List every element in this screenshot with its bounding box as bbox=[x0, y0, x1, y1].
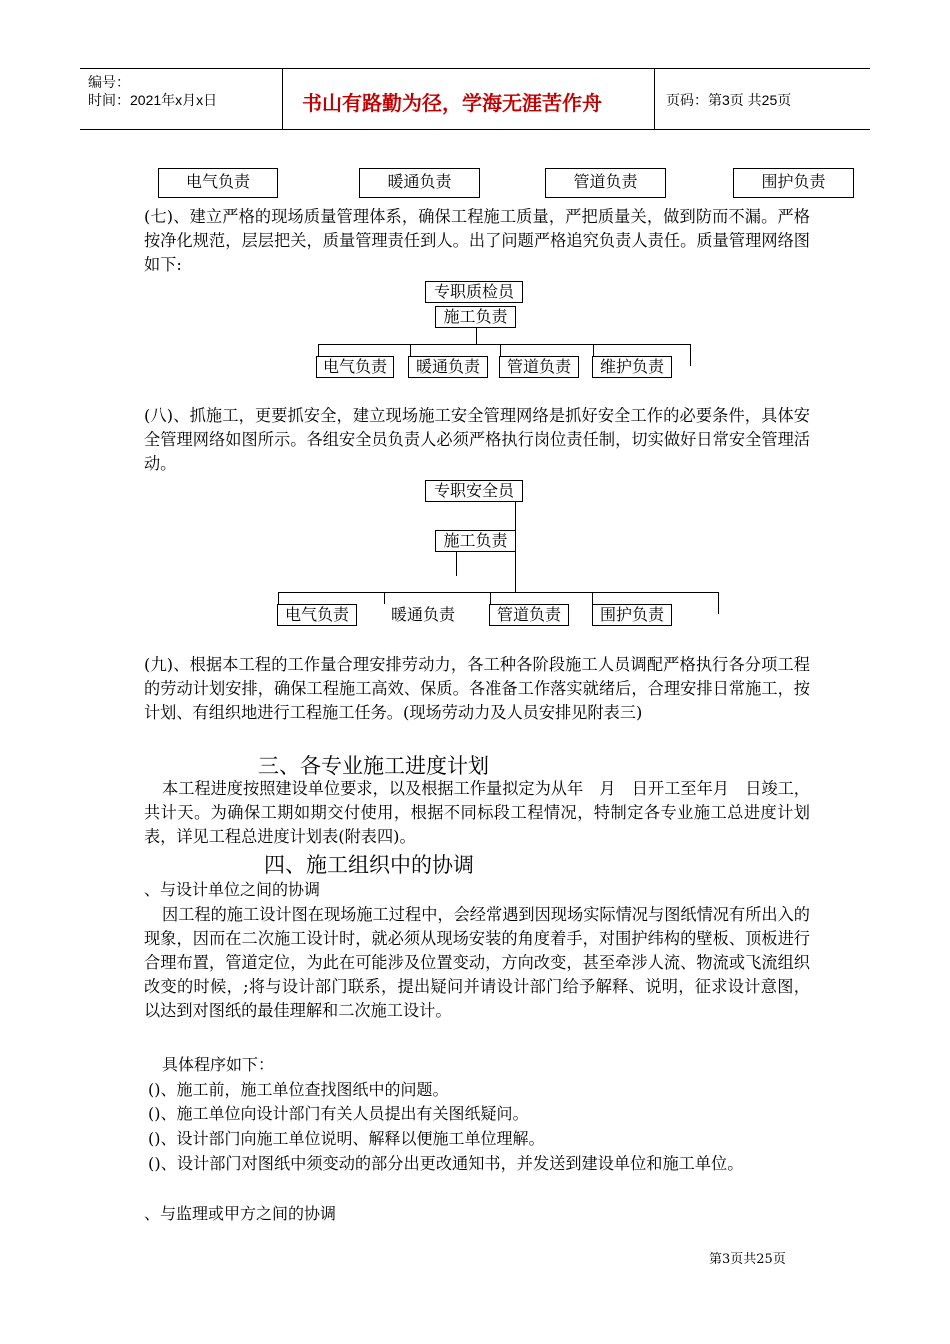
chart-connector bbox=[456, 552, 457, 576]
procedure-step: ()、施工前，施工单位查找图纸中的问题。 bbox=[148, 1080, 449, 1099]
procedure-step: ()、施工单位向设计部门有关人员提出有关图纸疑问。 bbox=[148, 1104, 529, 1123]
subheading-supervisor-coordination: 、与监理或甲方之间的协调 bbox=[144, 1204, 337, 1223]
chart-connector bbox=[690, 344, 691, 366]
header-divider bbox=[282, 69, 283, 129]
chart-node-leaf: 暖通负责 bbox=[408, 356, 488, 378]
chart-connector bbox=[718, 592, 719, 614]
section-heading-3: 三、各专业施工进度计划 bbox=[258, 754, 489, 778]
chart-node-leaf: 管道负责 bbox=[499, 356, 579, 378]
chart-node-leaf: 围护负责 bbox=[592, 604, 672, 626]
doc-number-label: 编号： bbox=[88, 74, 130, 90]
section-heading-4: 四、施工组织中的协调 bbox=[264, 853, 474, 877]
header-motto: 书山有路勤为径，学海无涯苦作舟 bbox=[302, 91, 602, 115]
chart-connector bbox=[490, 592, 491, 604]
chart-node-leaf: 电气负责 bbox=[316, 356, 394, 378]
chart-connector bbox=[500, 344, 501, 356]
chart-node-leaf: 管道负责 bbox=[489, 604, 569, 626]
chart-node-leaf: 电气负责 bbox=[277, 604, 357, 626]
chart-bus-line bbox=[318, 344, 690, 345]
header-divider bbox=[654, 69, 655, 129]
section-9-paragraph: (九)、根据本工程的工作量合理安排劳动力，各工种各阶段施工人员调配严格执行各分项工程的劳动计划安排，确保工程施工高效、保质。各准备工作落实就绪后，合理安排日常施工，按计划、有组织地进行工程施工任务。(现场劳动力及人员安排见附表三) bbox=[144, 655, 810, 722]
chart-node-leaf: 暖通负责 bbox=[383, 604, 463, 626]
page-footer: 第3页共25页 bbox=[709, 1252, 786, 1267]
section-7-paragraph: (七)、建立严格的现场质量管理体系，确保工程施工质量，严把质量关，做到防而不漏。严格按净化规范，层层把关，质量管理责任到人。出了问题严格追究负责人责任。质量管理网络图如下: bbox=[144, 207, 810, 274]
org-box: 管道负责 bbox=[545, 168, 666, 198]
chart-node-middle: 施工负责 bbox=[435, 306, 516, 328]
chart-connector bbox=[278, 592, 279, 604]
procedure-label: 具体程序如下： bbox=[162, 1055, 275, 1074]
procedure-step: ()、设计部门向施工单位说明、解释以便施工单位理解。 bbox=[148, 1129, 545, 1148]
chart-connector bbox=[592, 592, 593, 604]
section-8-paragraph: (八)、抓施工，更要抓安全，建立现场施工安全管理网络是抓好安全工作的必要条件，具体安全管理网络如图所示。各组安全员负责人必须严格执行岗位责任制，切实做好日常安全管理活动。 bbox=[144, 406, 810, 473]
time-label: 时间：2021年x月x日 bbox=[88, 92, 218, 108]
chart-node-top: 专职安全员 bbox=[425, 480, 523, 502]
chart-connector bbox=[384, 592, 385, 604]
design-coordination-paragraph: 因工程的施工设计图在现场施工过程中，会经常遇到因现场实际情况与图纸情况有所出入的现象，因而在二次施工设计时，就必须从现场安装的角度着手，对围护纬构的壁板、顶板进行合理布置，管道定位，为此在可能涉及位置变动，方向改变，甚至牵涉人流、物流或飞流组织改变的时候，;将与设计部门联系，提出疑问并请设计部门给予解释、说明，征求设计意图，以达到对图纸的最佳理解和二次施工设计。 bbox=[144, 905, 810, 1020]
org-box: 暖通负责 bbox=[359, 168, 480, 198]
subheading-design-coordination: 、与设计单位之间的协调 bbox=[144, 880, 321, 899]
chart-connector bbox=[593, 344, 594, 356]
chart-connector bbox=[318, 344, 319, 356]
chart-connector bbox=[476, 328, 477, 344]
org-box: 围护负责 bbox=[733, 168, 854, 198]
chart-node-middle: 施工负责 bbox=[435, 530, 516, 552]
procedure-step: ()、设计部门对图纸中须变动的部分出更改通知书，并发送到建设单位和施工单位。 bbox=[148, 1154, 744, 1173]
chart-node-top: 专职质检员 bbox=[425, 281, 523, 303]
chart-bus-line bbox=[278, 592, 718, 593]
schedule-paragraph: 本工程进度按照建设单位要求，以及根据工作量拟定为从年 月 日开工至年月 日竣工，共计天。为确保工期如期交付使用，根据不同标段工程情况，特制定各专业施工总进度计划表，详见工程总进度计划表(附表四)。 bbox=[144, 779, 810, 846]
page-info: 页码：第3页 共25页 bbox=[666, 92, 792, 108]
chart-node-leaf: 维护负责 bbox=[592, 356, 672, 378]
org-box: 电气负责 bbox=[158, 168, 278, 198]
chart-connector bbox=[410, 344, 411, 356]
page-header bbox=[80, 68, 870, 130]
